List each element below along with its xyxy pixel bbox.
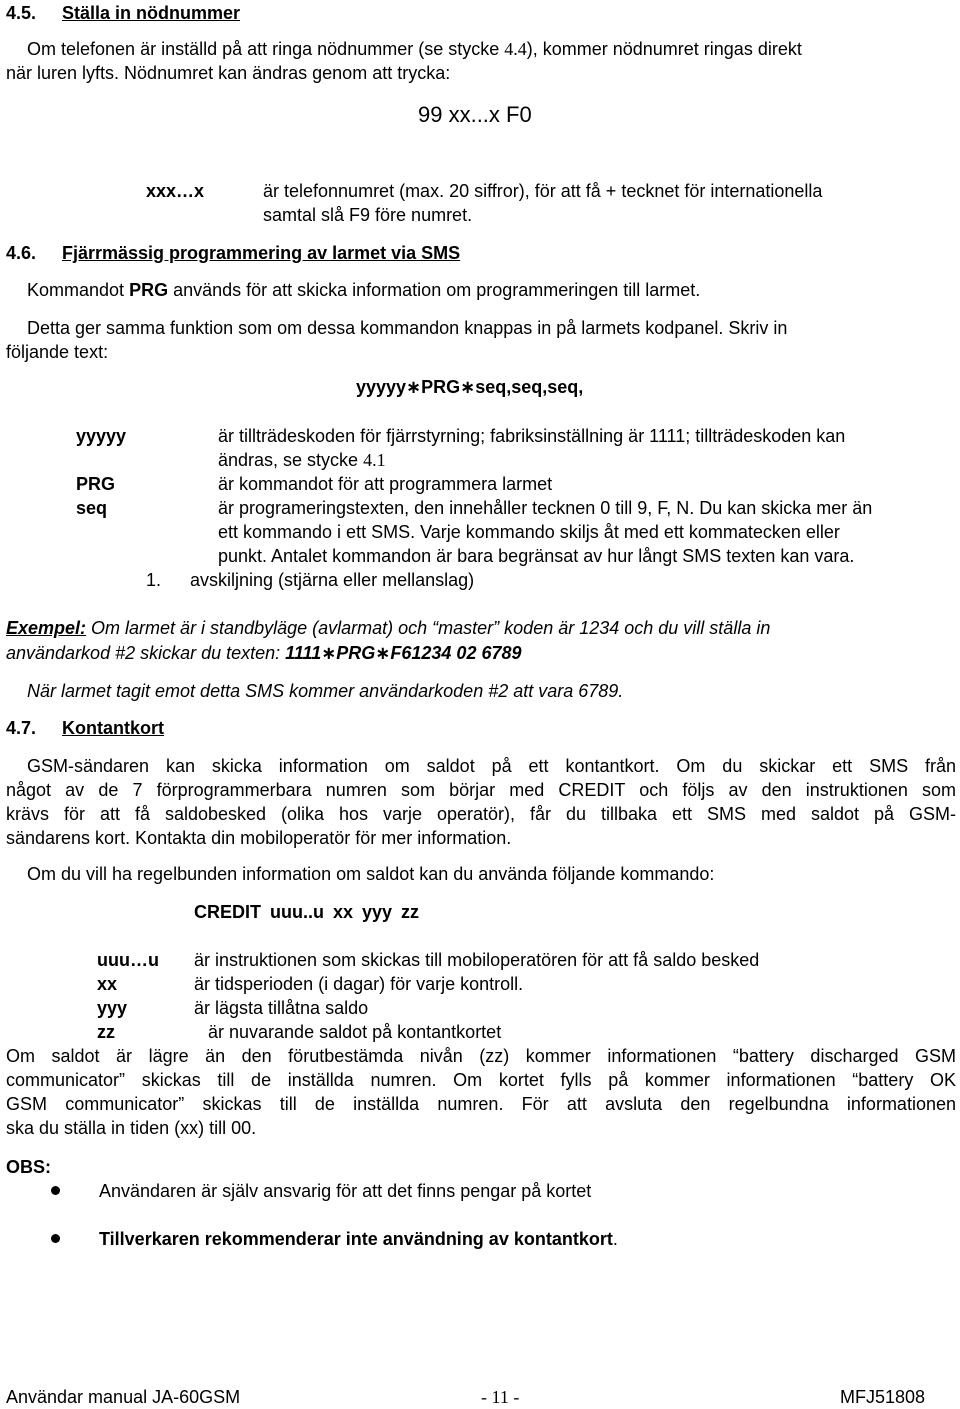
term-definition: är tidsperioden (i dagar) för varje kontroll.: [194, 974, 524, 994]
paragraph-line: [27, 37, 802, 61]
command-name: PRG: [129, 280, 169, 300]
page-number: - 11 -: [481, 1387, 520, 1407]
term-label: zz: [97, 1022, 115, 1042]
paragraph-line: följande text:: [6, 342, 109, 362]
section-4-6-number: 4.6.: [6, 243, 37, 263]
bullet-text: Användaren är själv ansvarig för att det finns pengar på kortet: [99, 1181, 592, 1201]
example-line: [6, 616, 770, 640]
bullet-icon: [51, 1234, 60, 1243]
text: Om larmet är i standbyläge (avlarmat) och: [86, 618, 433, 638]
section-reference: 4.4: [504, 39, 527, 59]
text: ändras, se stycke: [218, 450, 364, 470]
text: ), kommer nödnumret ringas direkt: [526, 39, 802, 59]
term-definition: är kommandot för att programmera larmet: [218, 474, 553, 494]
paragraph-line: när luren lyfts. Nödnumret kan ändras genom att trycka:: [6, 63, 451, 83]
term-definition: är lägsta tillåtna saldo: [194, 998, 369, 1018]
term-definition: ett kommando i ett SMS. Varje kommando skiljs åt med ett kommatecken eller: [218, 522, 840, 542]
section-4-6-title: Fjärrmässig programmering av larmet via SMS: [62, 243, 461, 263]
text: .: [612, 1229, 618, 1249]
example-label: Exempel:: [6, 618, 87, 638]
obs-heading: OBS:: [6, 1157, 51, 1177]
term-label: yyyyy: [76, 426, 127, 446]
term-label: seq: [76, 498, 108, 518]
term-definition: punkt. Antalet kommandon är bara begränsat av hur långt SMS texten kan vara.: [218, 546, 855, 566]
term-label: uuu…u: [97, 950, 159, 970]
section-4-7-number: 4.7.: [6, 718, 37, 738]
section-4-5-title: Ställa in nödnummer: [62, 3, 241, 23]
paragraph-line: ska du ställa in tiden (xx) till 00.: [6, 1118, 257, 1138]
bullet-icon: [51, 1186, 60, 1195]
paragraph-line: något av de 7 förprogrammerbara numren som börjar med CREDIT och följs av den instruktionen som: [6, 780, 956, 800]
term-label: PRG: [76, 474, 116, 494]
paragraph-line: [27, 278, 700, 302]
bullet-text: [99, 1227, 618, 1251]
footer-right: MFJ51808: [840, 1387, 926, 1407]
footer-left: Användar manual JA-60GSM: [6, 1387, 241, 1407]
text: Om telefonen är inställd på att ringa nödnummer (se stycke: [27, 39, 505, 59]
section-4-5-number: 4.5.: [6, 3, 37, 23]
command-code: 99 xx...x F0: [418, 102, 532, 127]
term-definition: är tillträdeskoden för fjärrstyrning; fabriksinställning är 1111; tillträdeskoden kan: [218, 426, 846, 446]
example-code: 1111∗PRG∗F61234 02 6789: [285, 643, 522, 663]
term-definition: [218, 448, 386, 472]
term-definition: samtal slå F9 före numret.: [263, 205, 473, 225]
paragraph: [6, 754, 956, 850]
paragraph-line: communicator” skickas till de inställda numren. Om kortet fylls på kommer informationen “battery OK: [6, 1070, 956, 1090]
paragraph-line: GSM communicator” skickas till de inställda numren. För att avsluta den regelbundna informationen: [6, 1094, 956, 1114]
example-line: [6, 641, 522, 665]
command-code: yyyyy∗PRG∗seq,seq,seq,: [356, 377, 584, 397]
term-definition: är programeringstexten, den innehåller tecknen 0 till 9, F, N. Du kan skicka mer än: [218, 498, 873, 518]
text: “master”: [432, 618, 500, 638]
text: används för att skicka information om programmeringen till larmet.: [168, 280, 701, 300]
term-label: xx: [97, 974, 118, 994]
text: Kommandot: [27, 280, 130, 300]
text: användarkod #2 skickar du texten:: [6, 643, 286, 663]
paragraph: [6, 1044, 956, 1140]
text: Tillverkaren rekommenderar inte användning av kontantkort: [99, 1229, 613, 1249]
list-item-text: avskiljning (stjärna eller mellanslag): [190, 570, 475, 590]
term-definition: är instruktionen som skickas till mobiloperatören för att få saldo besked: [194, 950, 760, 970]
paragraph-line: Om saldot är lägre än den förutbestämda nivån (zz) kommer informationen “battery discharged GSM: [6, 1046, 956, 1066]
paragraph-line: krävs för att få saldobesked (olika hos varje operatör), får du tillbaka ett SMS med saldot på GSM-: [6, 804, 956, 824]
section-4-7-title: Kontantkort: [62, 718, 164, 738]
list-item-number: 1.: [146, 570, 162, 590]
term-definition: är nuvarande saldot på kontantkortet: [208, 1022, 502, 1042]
paragraph-line: GSM-sändaren kan skicka information om saldot på ett kontantkort. Om du skickar ett SMS från: [27, 756, 956, 776]
command-code: CREDIT uuu..u xx yyy zz: [194, 902, 420, 922]
example-result: När larmet tagit emot detta SMS kommer användarkoden #2 att vara 6789.: [27, 681, 624, 701]
term-label: xxx…x: [146, 181, 205, 201]
text: koden är 1234 och du vill ställa in: [499, 618, 771, 638]
section-reference: 4.1: [363, 450, 386, 470]
paragraph-line: Detta ger samma funktion som om dessa kommandon knappas in på larmets kodpanel. Skriv in: [27, 318, 788, 338]
term-definition: är telefonnumret (max. 20 siffror), för att få + tecknet för internationella: [263, 181, 823, 201]
term-label: yyy: [97, 998, 128, 1018]
paragraph-line: Om du vill ha regelbunden information om saldot kan du använda följande kommando:: [27, 864, 715, 884]
paragraph-line: sändarens kort. Kontakta din mobiloperatör för mer information.: [6, 828, 512, 848]
